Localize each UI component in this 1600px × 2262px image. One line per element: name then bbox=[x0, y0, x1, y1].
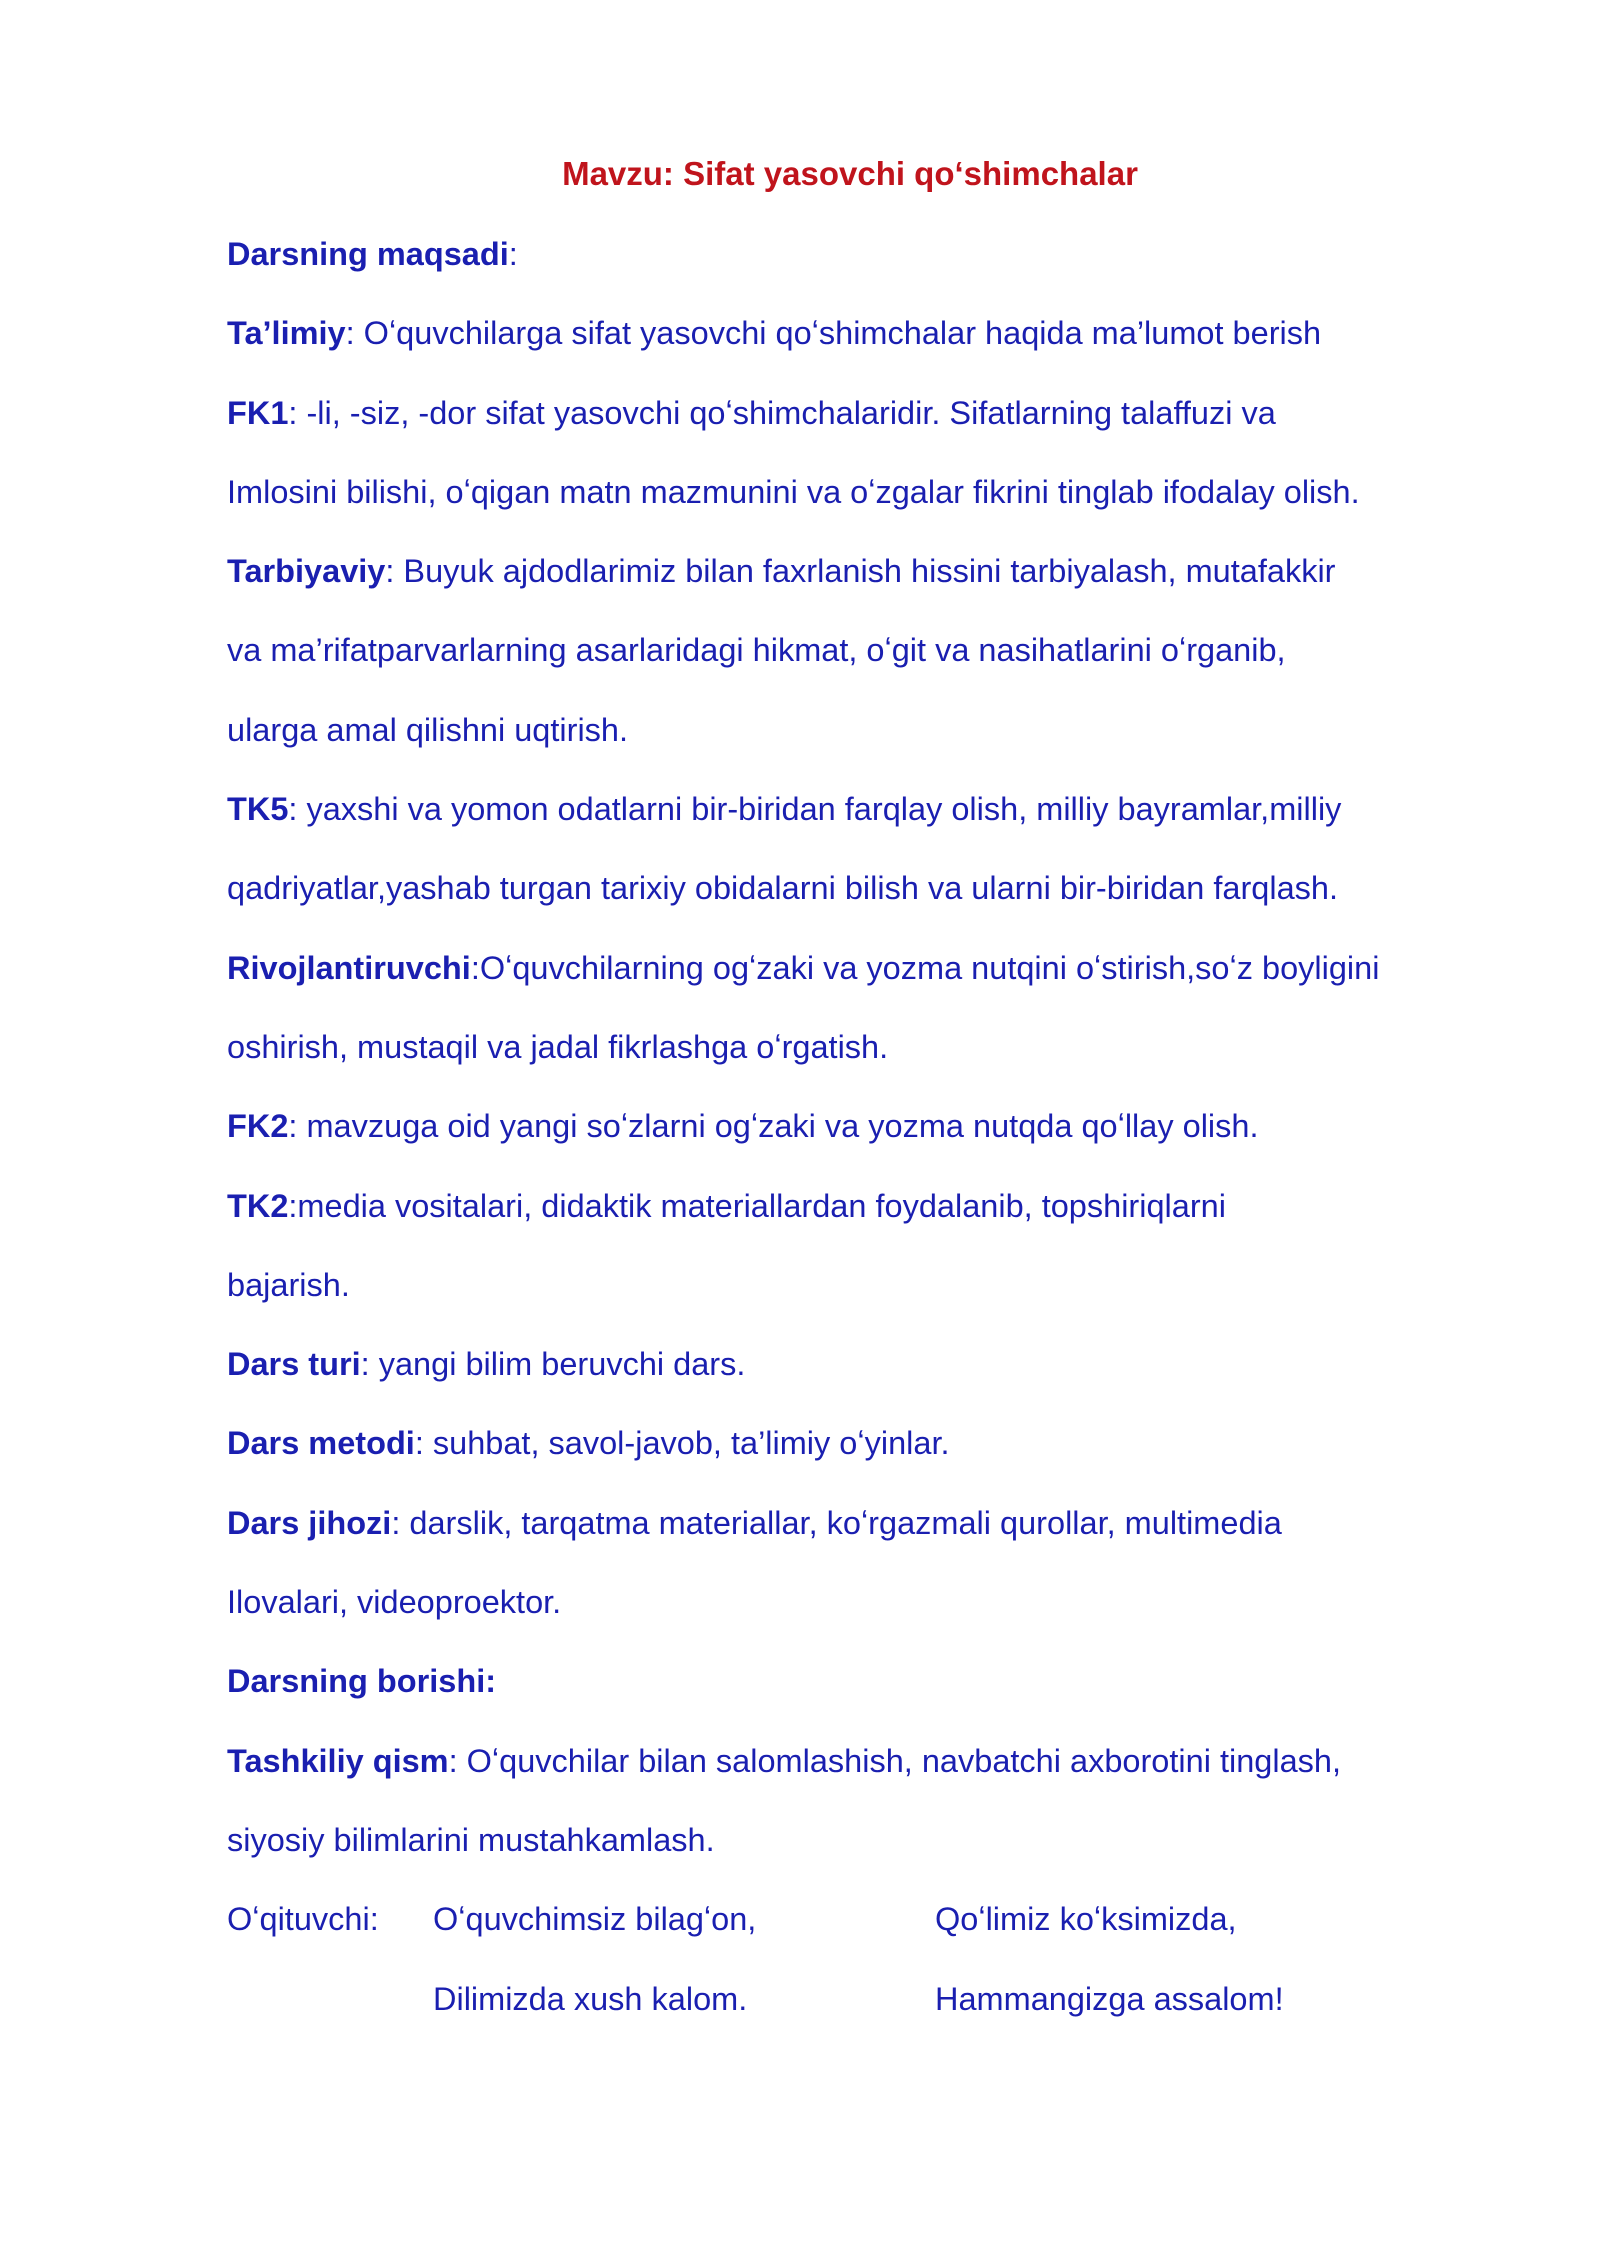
poem-row1-col3: Qoʻlimiz koʻksimizda, bbox=[935, 1901, 1237, 1938]
tk5-line-1 bbox=[227, 787, 1467, 866]
poem-row2-col3: Hammangizga assalom! bbox=[935, 1980, 1284, 2017]
dars-jihozi-text-1: : darslik, tarqatma materiallar, koʻrgazmali qurollar, multimedia bbox=[391, 1504, 1282, 1541]
borishi-heading: Darsning borishi: bbox=[227, 1663, 497, 1700]
objectives-heading: Darsning maqsadi bbox=[227, 236, 509, 272]
tashkiliy-line-1 bbox=[227, 1739, 1467, 1818]
rivojlantiruvchi-label: Rivojlantiruvchi bbox=[227, 949, 471, 986]
dars-metodi-label: Dars metodi bbox=[227, 1425, 415, 1462]
talimiy-label: Ta’limiy bbox=[227, 315, 346, 352]
tk5-label: TK5 bbox=[227, 791, 289, 828]
tk2-label: TK2 bbox=[227, 1187, 289, 1224]
fk2-line bbox=[227, 1104, 1467, 1183]
document-body bbox=[227, 232, 1467, 2056]
tashkiliy-line-2: siyosiy bilimlarini mustahkamlash. bbox=[227, 1821, 715, 1858]
poem-row1-col2: Oʻquvchimsiz bilagʻon, bbox=[433, 1901, 757, 1938]
fk1-text-1: : -li, -siz, -dor sifat yasovchi qoʻshimchalaridir. Sifatlarning talaffuzi va bbox=[288, 394, 1276, 431]
poem-speaker: Oʻqituvchi: bbox=[227, 1901, 379, 1938]
tarbiyaviy-line-1 bbox=[227, 549, 1467, 628]
rivojlantiruvchi-text-1: :Oʻquvchilarning ogʻzaki va yozma nutqini oʻstirish,soʻz boyligini bbox=[470, 949, 1380, 986]
poem-row-2 bbox=[227, 1977, 1467, 2056]
tk2-line-2: bajarish. bbox=[227, 1266, 350, 1303]
tk5-text-1: : yaxshi va yomon odatlarni bir-biridan farqlay olish, milliy bayramlar,milliy bbox=[288, 791, 1342, 828]
dars-metodi-text: : suhbat, savol-javob, ta’limiy oʻyinlar. bbox=[414, 1425, 950, 1462]
tarbiyaviy-line-3: ularga amal qilishni uqtirish. bbox=[227, 711, 629, 748]
poem-row2-col2: Dilimizda xush kalom. bbox=[433, 1980, 748, 2017]
dars-jihozi-label: Dars jihozi bbox=[227, 1504, 392, 1541]
dars-metodi-line bbox=[227, 1421, 1467, 1500]
tarbiyaviy-text-1: : Buyuk ajdodlarimiz bilan faxrlanish hissini tarbiyalash, mutafakkir bbox=[385, 553, 1336, 590]
dars-turi-label: Dars turi bbox=[227, 1346, 361, 1383]
dars-jihozi-line-2: Ilovalari, videoproektor. bbox=[227, 1584, 562, 1621]
talimiy-text: : Oʻquvchilarga sifat yasovchi qoʻshimchalar haqida ma’lumot berish bbox=[345, 315, 1322, 352]
dars-turi-text: : yangi bilim beruvchi dars. bbox=[360, 1346, 746, 1383]
fk1-line-1 bbox=[227, 391, 1467, 470]
tarbiyaviy-label: Tarbiyaviy bbox=[227, 553, 386, 590]
tashkiliy-label: Tashkiliy qism bbox=[227, 1742, 449, 1779]
objectives-colon: : bbox=[508, 236, 518, 272]
tk2-line-1 bbox=[227, 1184, 1467, 1263]
dars-jihozi-line-1 bbox=[227, 1501, 1467, 1580]
poem-row-1 bbox=[227, 1897, 1467, 1976]
talimiy-line bbox=[227, 311, 1467, 390]
tk2-text-1: :media vositalari, didaktik materiallardan foydalanib, topshiriqlarni bbox=[288, 1187, 1226, 1224]
fk2-text: : mavzuga oid yangi soʻzlarni ogʻzaki va yozma nutqda qoʻllay olish. bbox=[288, 1108, 1259, 1145]
dars-turi-line bbox=[227, 1342, 1467, 1421]
objectives-heading-line bbox=[227, 232, 1467, 311]
fk1-label: FK1 bbox=[227, 394, 289, 431]
fk1-line-2: Imlosini bilishi, oʻqigan matn mazmunini va oʻzgalar fikrini tinglab ifodalay olish. bbox=[227, 473, 1360, 510]
tashkiliy-text-1: : Oʻquvchilar bilan salomlashish, navbatchi axborotini tinglash, bbox=[448, 1742, 1341, 1779]
tk5-line-2: qadriyatlar,yashab turgan tarixiy obidalarni bilish va ularni bir-biridan farqlash. bbox=[227, 870, 1338, 907]
rivojlantiruvchi-line-1 bbox=[227, 946, 1467, 1025]
page-title: Mavzu: Sifat yasovchi qoʻshimchalar bbox=[562, 155, 1138, 192]
borishi-heading-line bbox=[227, 1659, 1467, 1738]
tarbiyaviy-line-2: va ma’rifatparvarlarning asarlaridagi hikmat, oʻgit va nasihatlarini oʻrganib, bbox=[227, 632, 1286, 669]
fk2-label: FK2 bbox=[227, 1108, 289, 1145]
rivojlantiruvchi-line-2: oshirish, mustaqil va jadal fikrlashga oʻrgatish. bbox=[227, 1028, 889, 1065]
